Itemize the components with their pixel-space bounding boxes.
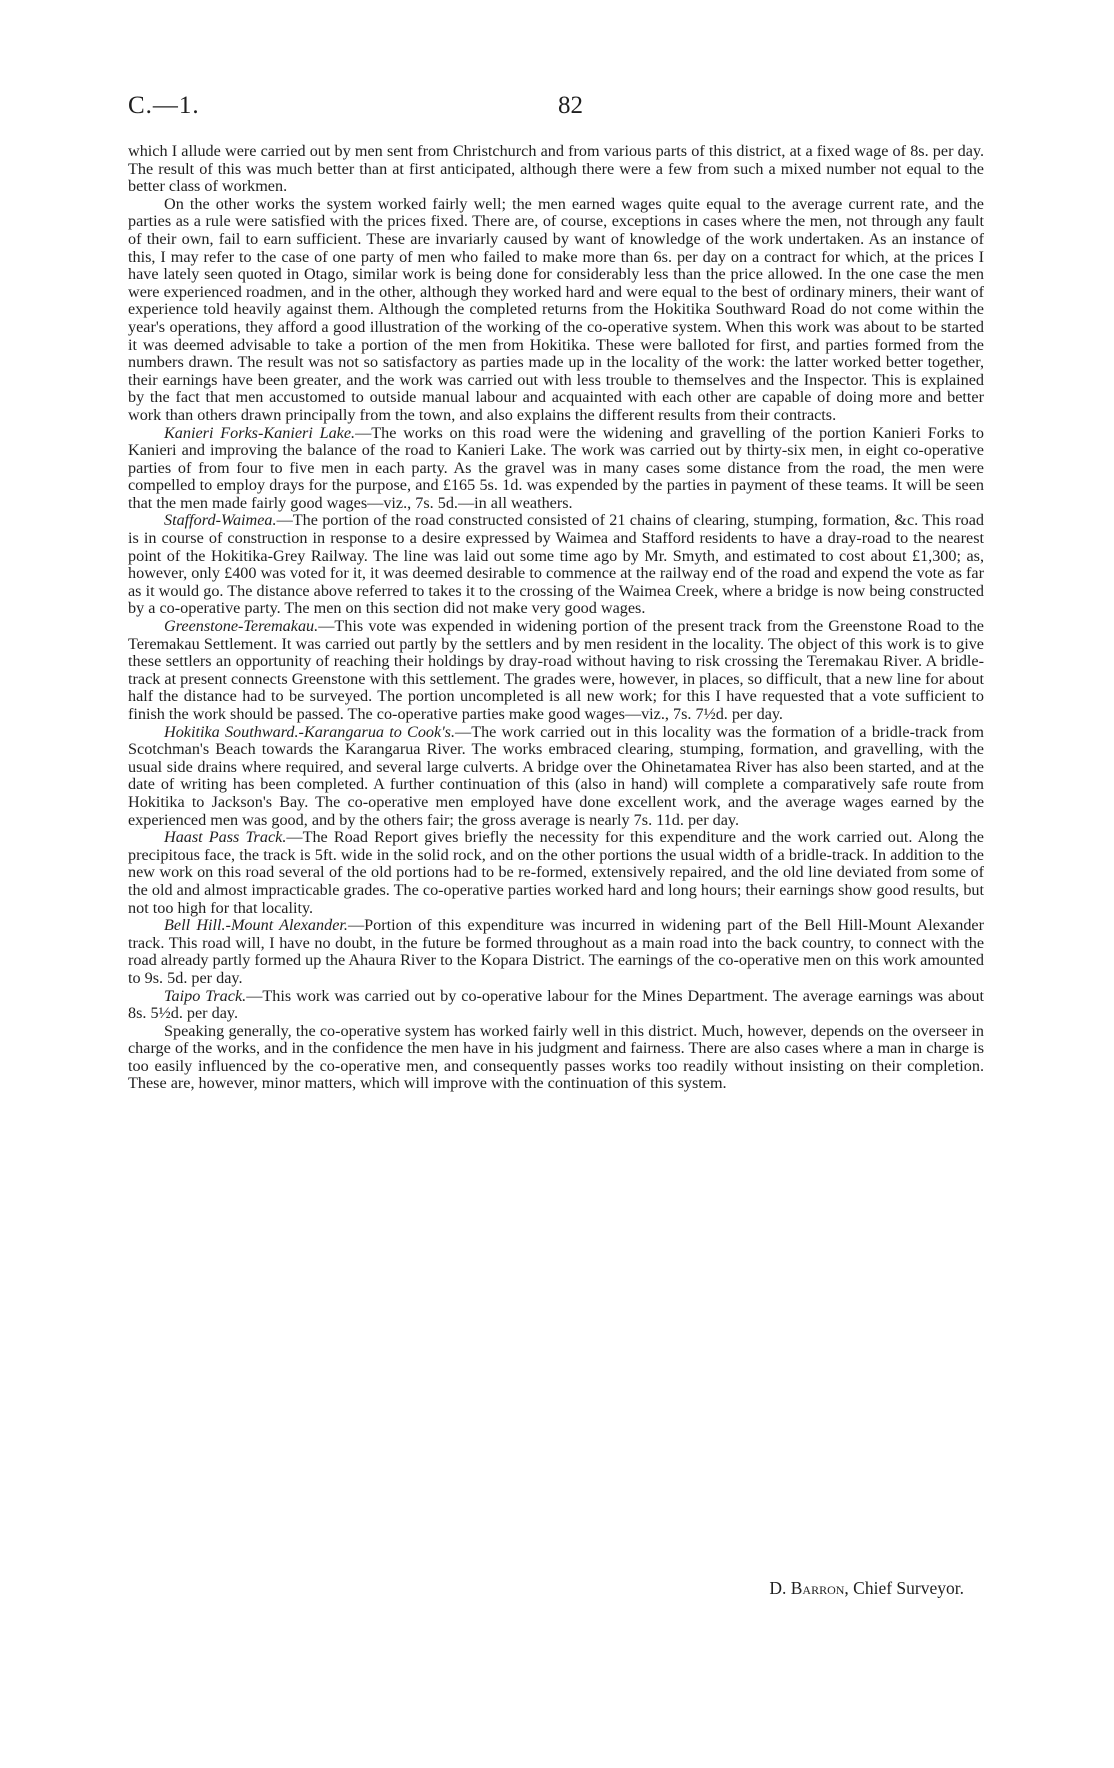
section-heading: Haast Pass Track.	[164, 828, 287, 847]
page-number: 82	[558, 92, 583, 119]
paragraph-text: —This vote was expended in widening portion of the present track from the Greenstone Road to the Teremakau Settlement. It was carried out partly by the settlers and by men resident in the locality. The object of this work is to give these settlers an opportunity of reaching their holdings by dray-road without having to risk crossing the Teremakau River. A bridle-track at present connects Greenstone with this settlement. The grades were, however, in places, so difficult, that a new line for about half the distance had to be surveyed. The portion uncompleted is all new work; for this I have requested that a vote sufficient to finish the work should be passed. The co-operative parties make good wages—viz., 7s. 7½d. per day.	[128, 617, 984, 723]
paragraph	[128, 196, 984, 425]
paragraph	[128, 724, 984, 830]
document-reference: C.—1.	[128, 92, 200, 119]
section-heading: Hokitika Southward.-Karangarua to Cook's.	[164, 722, 456, 741]
paragraph	[128, 425, 984, 513]
paragraph-text: —The works on this road were the widening and gravelling of the portion Kanieri Forks to Kanieri and improving the balance of the road to Kanieri Lake. The work was carried out by thirty-six men, in eight co-operative parties of from four to five men in each party. As the gravel was in many cases some distance from the road, the men were compelled to employ drays for the purpose, and £165 5s. 1d. was expended by the parties in payment of these teams. It will be seen that the men made fairly good wages—viz., 7s. 5d.—in all weathers.	[128, 423, 984, 512]
section-heading: Taipo Track.	[164, 986, 247, 1005]
paragraph	[128, 829, 984, 917]
paragraph-text: On the other works the system worked fairly well; the men earned wages quite equal to the average current rate, and the parties as a rule were satisfied with the prices fixed. There are, of course, exceptions in cases where the men, not through any fault of their own, fail to earn sufficient. These are invariarly caused by want of knowledge of the work undertaken. As an instance of this, I may refer to the case of one party of men who failed to make more than 6s. per day on a contract for which, at the prices I have lately seen quoted in Otago, similar work is being done for considerably less than the price allowed. In the one case the men were experienced roadmen, and in the other, although they worked hard and were equal to the best of ordinary miners, their want of experience told heavily against them. Although the completed returns from the Hokitika Southward Road do not come within the year's operations, they afford a good illustration of the working of the co-operative system. When this work was about to be started it was deemed advisable to take a portion of the men from Hokitika. These were balloted for first, and parties formed from the numbers drawn. The result was not so satisfactory as parties made up in the locality of the work: the latter worked better together, their earnings have been greater, and the work was carried out with less trouble to themselves and the Inspector. This is explained by the fact that men accustomed to outside manual labour and acquainted with each other are capable of doing more and better work than others drawn principally from the town, and also explains the different results from their contracts.	[128, 194, 984, 424]
paragraph-text: —This work was carried out by co-operative labour for the Mines Department. The average earnings was about 8s. 5½d. per day.	[128, 986, 984, 1023]
paragraph-text: —The Road Report gives briefly the necessity for this expenditure and the work carried out. Along the precipitous face, the track is 5ft. wide in the solid rock, and on the other portions the usual width of a bridle-track. In addition to the new work on this road several of the old portions had to be re-formed, extensively repaired, and the old line deviated from some of the old and almost impracticable grades. The co-operative parties worked hard and long hours; their earnings show good results, but not too high for that locality.	[128, 828, 984, 917]
paragraph	[128, 143, 984, 196]
page-header	[128, 92, 984, 122]
section-heading: Kanieri Forks-Kanieri Lake.	[164, 423, 356, 442]
section-heading: Bell Hill.-Mount Alexander.	[164, 916, 348, 935]
section-heading: Stafford-Waimea.	[164, 511, 277, 530]
paragraph-text: Speaking generally, the co-operative system has worked fairly well in this district. Much, however, depends on the overseer in charge of the works, and in the confidence the men have in his judgment and fairness. There are also cases where a man in charge is too easily influenced by the co-operative men, and consequently passes works too readily without insisting on their completion. These are, however, minor matters, which will improve with the continuation of this system.	[128, 1021, 984, 1093]
paragraph	[128, 1023, 984, 1093]
signature	[769, 1578, 964, 1599]
section-heading: Greenstone-Teremakau.	[164, 617, 319, 636]
signatory-name: D. Barron	[769, 1578, 845, 1598]
body-text	[128, 143, 984, 1093]
paragraph	[128, 988, 984, 1023]
paragraph	[128, 618, 984, 724]
paragraph-text: —The portion of the road constructed consisted of 21 chains of clearing, stumping, formation, &c. This road is in course of construction in response to a desire expressed by Waimea and Stafford residents to have a dray-road to the nearest point of the Hokitika-Grey Railway. The line was laid out some time ago by Mr. Smyth, and estimated to cost about £1,300; as, however, only £400 was voted for it, it was deemed desirable to commence at the railway end of the road and expend the vote as far as it would go. The distance above referred to takes it to the crossing of the Waimea Creek, where a bridge is now being constructed by a co-operative party. The men on this section did not make very good wages.	[128, 511, 984, 618]
paragraph-text: —The work carried out in this locality was the formation of a bridle-track from Scotchman's Beach towards the Karangarua River. The works embraced clearing, stumping, formation, and gravelling, with the usual side drains where required, and several large culverts. A bridge over the Ohinetamatea River has also been started, and at the date of writing has been completed. A further continuation of this (also in hand) will complete a comparatively safe route from Hokitika to Jackson's Bay. The co-operative men employed have done excellent work, and the average wages earned by the experienced men was good, and by the others fair; the gross average is nearly 7s. 11d. per day.	[128, 722, 984, 829]
signatory-title: , Chief Surveyor.	[844, 1578, 964, 1598]
paragraph	[128, 512, 984, 618]
paragraph-text: which I allude were carried out by men sent from Christchurch and from various parts of this district, at a fixed wage of 8s. per day. The result of this was much better than at first anticipated, although there were a few from such a mixed number not equal to the better class of workmen.	[128, 142, 984, 196]
paragraph-text: —Portion of this expenditure was incurred in widening part of the Bell Hill-Mount Alexander track. This road will, I have no doubt, in the future be formed throughout as a main road into the back country, to connect with the road already partly formed up the Ahaura River to the Kopara District. The earnings of the co-operative men on this work amounted to 9s. 5d. per day.	[128, 916, 985, 987]
paragraph	[128, 917, 984, 987]
